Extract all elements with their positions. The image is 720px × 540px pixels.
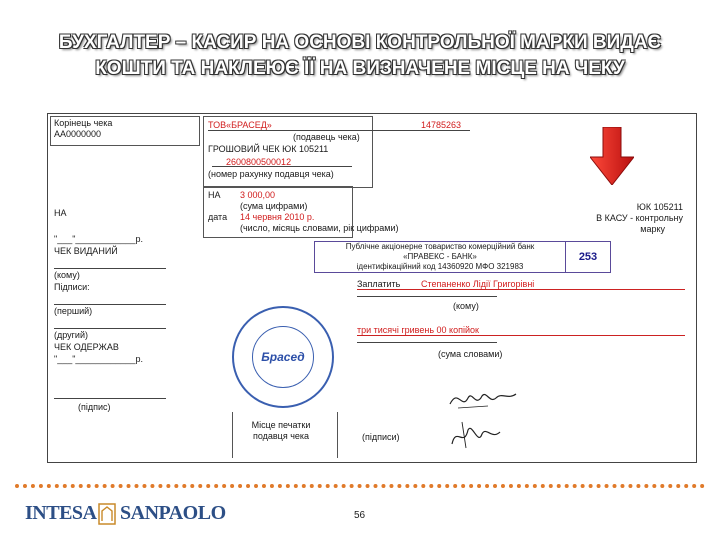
bank-info-box (314, 241, 566, 273)
stub-na: НА (54, 208, 67, 218)
amount-words: три тисячі гривень 00 копійок (357, 325, 479, 335)
stub-signature-line (54, 398, 166, 399)
side-note-line-1: ЮК 105211 (636, 202, 683, 212)
red-arrow-icon (590, 127, 634, 185)
stub-received: ЧЕК ОДЕРЖАВ (54, 342, 119, 352)
seal-place-box (232, 412, 338, 458)
bank-line-2: «ПРАВЕКС - БАНК» (403, 252, 477, 261)
company-seal (232, 306, 334, 408)
payee-line-2 (357, 296, 497, 297)
stub-date-line-2: "___"____________р. (54, 354, 143, 364)
amount-words-line (357, 335, 685, 336)
date-label: (число, місяць словами, рік цифрами) (240, 223, 399, 233)
bank-line-3: ідентифікаційний код 14360920 МФО 321983 (356, 262, 524, 271)
account-number: 2600800500012 (226, 157, 292, 167)
stub-first-line (54, 304, 166, 305)
date-value: 14 червня 2010 р. (240, 212, 315, 222)
amount-na: НА (208, 190, 221, 200)
check-title: ГРОШОВИЙ ЧЕК ЮК 105211 (208, 144, 329, 154)
amount-words-label: (сума словами) (438, 349, 503, 359)
stub-issued: ЧЕК ВИДАНИЙ (54, 246, 118, 256)
stub-date-line: "___"____________р. (54, 234, 143, 244)
page-number: 56 (354, 510, 366, 521)
amount-digits: 3 000,00 (240, 190, 276, 200)
stub-to-whom: (кому) (54, 270, 80, 280)
intesa-logo-text: INTESA (25, 502, 97, 524)
seal-place-line-1: Місце печатки (251, 420, 311, 430)
sign-label: (підписи) (362, 432, 400, 442)
stub-to-whom-line (54, 268, 166, 269)
company-name: ТОВ«БРАСЕД» (208, 120, 272, 130)
footer-divider (15, 484, 705, 488)
page-title (20, 30, 700, 82)
payee-label: (кому) (453, 301, 479, 311)
bank-line-1: Публічне акціонерне товариство комерційний банк (345, 242, 535, 251)
payee-name: Степаненко Лідії Григорівні (421, 279, 535, 289)
account-label: (номер рахунку подавця чека) (208, 169, 334, 179)
side-note (555, 202, 683, 235)
side-note-line-2: В КАСУ - контрольну (596, 213, 683, 223)
company-code: 14785263 (421, 120, 462, 130)
intesa-sanpaolo-emblem-icon (98, 503, 116, 525)
title-line-1: БУХГАЛТЕР – КАСИР НА ОСНОВІ КОНТРОЛЬНОЇ МАРКИ ВИДАЄ (58, 32, 662, 53)
stub-first: (перший) (54, 306, 93, 316)
payer-label: (подавець чека) (293, 132, 360, 142)
stub-second: (другий) (54, 330, 88, 340)
seal-name: Брасед (261, 350, 305, 364)
payee-line (357, 289, 685, 290)
signature-1-icon (448, 386, 518, 412)
amount-label: (сума цифрами) (240, 201, 308, 211)
stub-signature-label: (підпис) (78, 402, 111, 412)
signature-2-icon (448, 420, 504, 450)
stub-header: Корінець чека (54, 118, 113, 128)
control-stamp-number: 253 (565, 241, 611, 273)
account-line (212, 166, 352, 167)
date-prefix: дата (208, 212, 228, 222)
sanpaolo-logo-text: SANPAOLO (120, 502, 226, 524)
pay-prefix: Заплатить (357, 279, 401, 289)
stub-second-line (54, 328, 166, 329)
stub-signatures: Підписи: (54, 282, 90, 292)
side-note-line-3: марку (640, 224, 665, 234)
title-line-2: КОШТИ ТА НАКЛЕЮЄ ЇЇ НА ВИЗНАЧЕНЕ МІСЦЕ НА ЧЕКУ (95, 58, 625, 79)
stub-number: АА0000000 (54, 129, 102, 139)
seal-place-line-2: подавця чека (252, 431, 310, 441)
amount-words-line-2 (357, 342, 497, 343)
